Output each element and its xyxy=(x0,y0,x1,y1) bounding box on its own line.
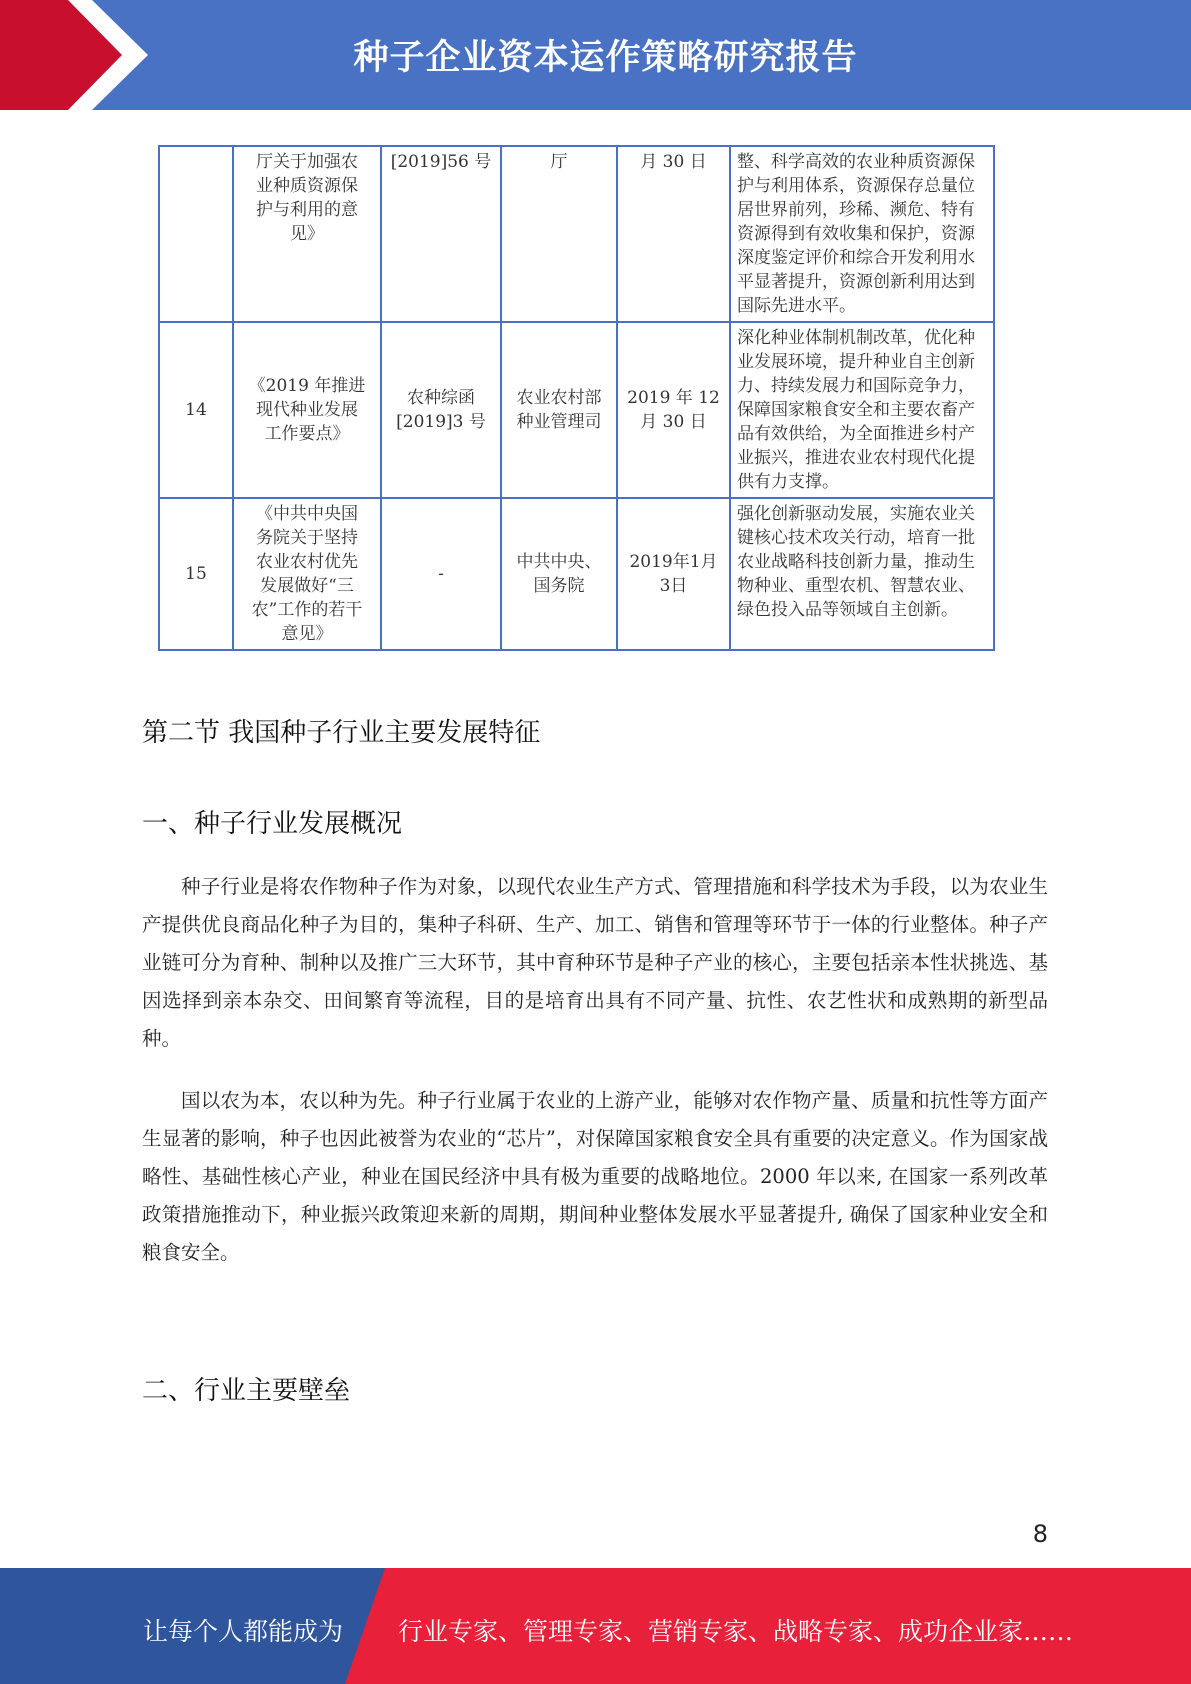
table-row xyxy=(159,322,994,498)
body-paragraph: 国以农为本，农以种为先。种子行业属于农业的上游产业，能够对农作物产量、质量和抗性等方面产生显著的影响，种子也因此被誉为农业的“芯片”，对保障国家粮食安全具有重要的决定意义。作为国家战略性、基础性核心产业，种业在国民经济中具有极为重要的战略地位。2000 年以来, 在国家一系列改革政策措施推动下，种业振兴政策迎来新的周期，期间种业整体发展水平显著提升, 确保了国家种业安全和粮食安全。 xyxy=(142,1089,1048,1264)
table-row xyxy=(159,498,994,650)
cell-desc: 深化种业体制机制改革，优化种业发展环境，提升种业自主创新力、持续发展力和国际竞争力，保障国家粮食安全和主要农畜产品有效供给，为全面推进乡村产业振兴，推进农业农村现代化提供有力支撑。 xyxy=(730,322,994,498)
cell-name: 《中共中央国 务院关于坚持 农业农村优先 发展做好“三 农”工作的若干 意见》 xyxy=(233,498,381,650)
cell-doc: 农种综函 [2019]3 号 xyxy=(381,322,501,498)
subsection-title: 二、行业主要壁垒 xyxy=(142,1376,351,1406)
page-number: 8 xyxy=(1032,1520,1048,1548)
cell-name: 厅关于加强农 业种质资源保 护与利用的意 见》 xyxy=(233,146,381,322)
section-title: 第二节 我国种子行业主要发展特征 xyxy=(142,718,541,748)
cell-date: 2019年1月 3日 xyxy=(617,498,730,650)
cell-desc: 整、科学高效的农业种质资源保护与利用体系，资源保存总量位居世界前列，珍稀、濒危、特有资源得到有效收集和保护，资源深度鉴定评价和综合开发利用水平显著提升，资源创新利用达到国际先进水平。 xyxy=(730,146,994,322)
cell-dept: 厅 xyxy=(501,146,617,322)
cell-date: 月 30 日 xyxy=(617,146,730,322)
cell-dept: 中共中央、 国务院 xyxy=(501,498,617,650)
report-title: 种子企业资本运作策略研究报告 xyxy=(353,38,858,78)
cell-date: 2019 年 12 月 30 日 xyxy=(617,322,730,498)
cell-no xyxy=(159,146,233,322)
cell-name: 《2019 年推进 现代种业发展 工作要点》 xyxy=(233,322,381,498)
cell-desc: 强化创新驱动发展，实施农业关键核心技术攻关行动，培育一批农业战略科技创新力量，推动生物种业、重型农机、智慧农业、绿色投入品等领域自主创新。 xyxy=(730,498,994,650)
cell-no: 15 xyxy=(159,498,233,650)
policy-table xyxy=(158,145,995,651)
body-paragraph: 种子行业是将农作物种子作为对象，以现代农业生产方式、管理措施和科学技术为手段，以为农业生产提供优良商品化种子为目的，集种子科研、生产、加工、销售和管理等环节于一体的行业整体。种子产业链可分为育种、制种以及推广三大环节，其中育种环节是种子产业的核心，主要包括亲本性状挑选、基因选择到亲本杂交、田间繁育等流程，目的是培育出具有不同产量、抗性、农艺性状和成熟期的新型品种。 xyxy=(142,875,1048,1050)
cell-no: 14 xyxy=(159,322,233,498)
cell-dept: 农业农村部 种业管理司 xyxy=(501,322,617,498)
cell-doc: - xyxy=(381,498,501,650)
subsection-title: 一、种子行业发展概况 xyxy=(142,809,403,839)
cell-doc: [2019]56 号 xyxy=(381,146,501,322)
footer-slogan-right: 行业专家、管理专家、营销专家、战略专家、成功企业家…… xyxy=(398,1617,1074,1646)
header-bar xyxy=(0,0,1191,110)
footer-bar xyxy=(0,1568,1191,1684)
table-row xyxy=(159,146,994,322)
footer-slogan-left: 让每个人都能成为 xyxy=(143,1617,344,1646)
